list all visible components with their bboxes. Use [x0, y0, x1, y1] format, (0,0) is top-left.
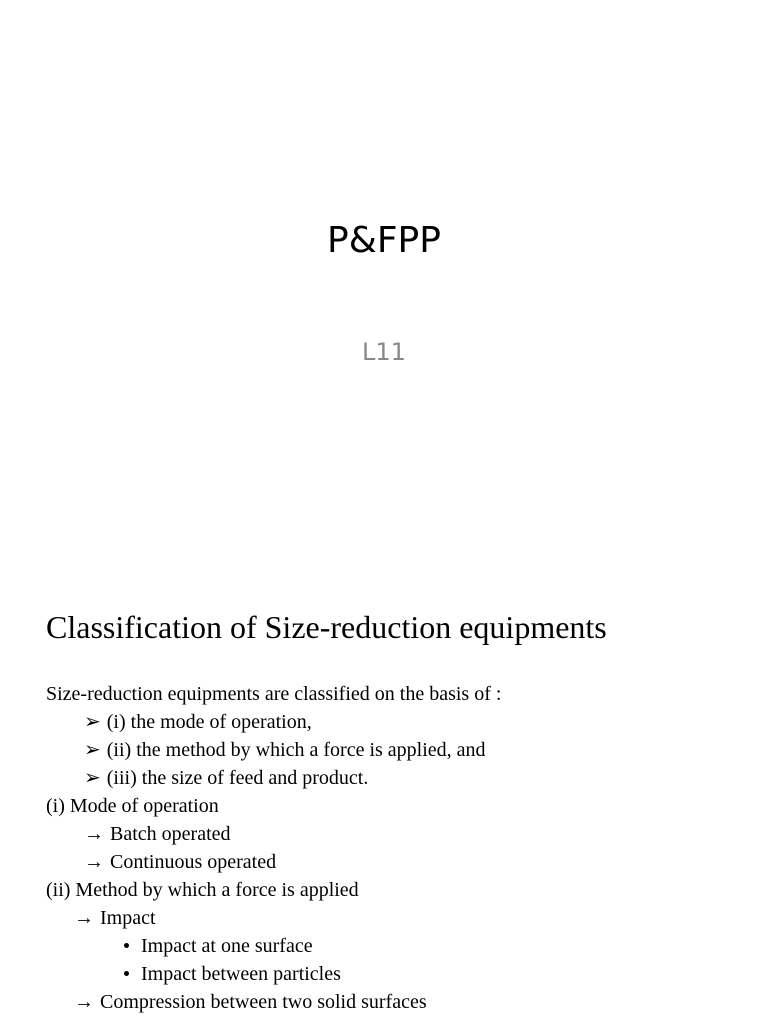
basis-item [84, 736, 486, 764]
bullet-dot-icon [124, 971, 129, 976]
bullet-dot-icon [124, 943, 129, 948]
arrow-bullet-icon: ➢ [84, 739, 101, 761]
method-heading: (ii) Method by which a force is applied [46, 879, 359, 901]
impact-sub-item-text: Impact between particles [141, 963, 341, 985]
mode-item-text: Batch operated [110, 823, 231, 845]
right-arrow-icon: → [74, 907, 94, 929]
basis-item-text: (ii) the method by which a force is applied, and [106, 739, 486, 761]
slide-subtitle: L11 [362, 338, 406, 366]
arrow-bullet-icon: ➢ [84, 711, 101, 733]
right-arrow-icon: → [74, 991, 94, 1013]
method-item-text: Compression between two solid surfaces [100, 991, 427, 1013]
arrow-bullet-icon: ➢ [84, 767, 101, 789]
impact-sub-item [124, 932, 313, 960]
right-arrow-icon: → [84, 823, 104, 845]
basis-item-text: (iii) the size of feed and product. [106, 767, 369, 789]
right-arrow-icon: → [84, 851, 104, 873]
method-item-compression [74, 988, 427, 1016]
impact-sub-item-text: Impact at one surface [141, 935, 313, 957]
basis-item-text: (i) the mode of operation, [106, 711, 312, 733]
mode-item [84, 848, 276, 876]
intro-text: Size-reduction equipments are classified on the basis of : [46, 683, 502, 705]
mode-item [84, 820, 231, 848]
basis-item [84, 708, 312, 736]
impact-sub-item [124, 960, 341, 988]
method-item-text: Impact [100, 907, 156, 929]
section-heading: Classification of Size-reduction equipments [46, 609, 607, 645]
method-item-impact [74, 904, 156, 932]
basis-item [84, 764, 368, 792]
mode-item-text: Continuous operated [110, 851, 277, 873]
mode-heading: (i) Mode of operation [46, 795, 219, 817]
slide-title: P&FPP [327, 220, 441, 261]
